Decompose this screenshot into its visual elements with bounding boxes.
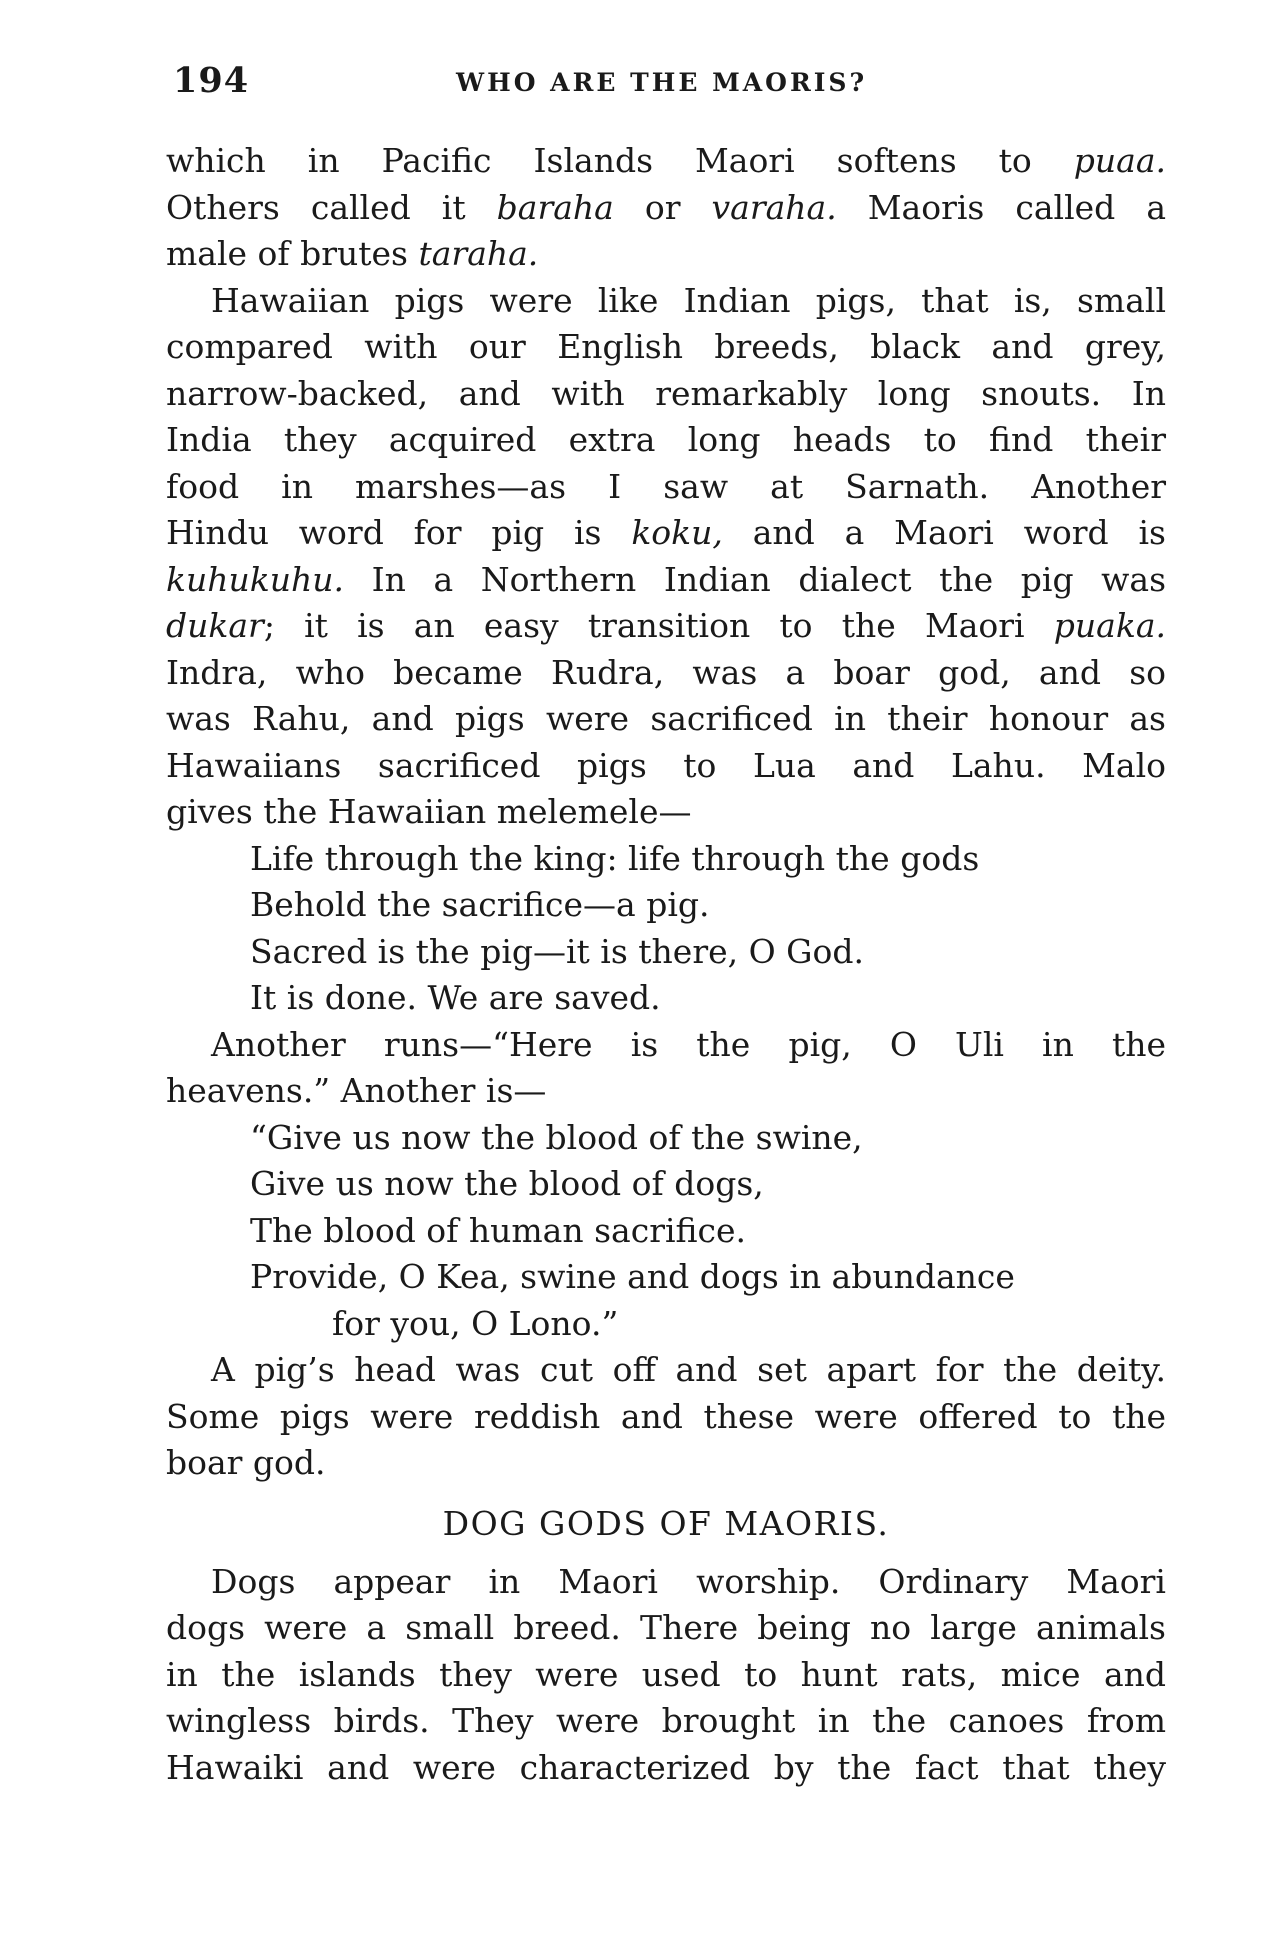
page-number: 194 xyxy=(173,60,250,101)
verse-line: “Give us now the blood of the swine, xyxy=(250,1117,863,1157)
verse-line: Sacred is the pig—it is there, O God. xyxy=(250,931,864,971)
text-line: Dogs appear in Maori worship. Ordinary Maori xyxy=(211,1561,1166,1601)
text-line: Hawaiian pigs were like Indian pigs, that is, small xyxy=(211,280,1166,320)
text-line: Hindu word for pig is koku, and a Maori word is xyxy=(166,513,1166,552)
text-line: male of brutes taraha. xyxy=(166,234,539,273)
section-heading: DOG GODS OF MAORIS. xyxy=(442,1503,890,1543)
text-line: Another runs—“Here is the pig, O Uli in the xyxy=(211,1024,1166,1064)
running-title: WHO ARE THE MAORIS? xyxy=(456,68,868,97)
verse-line: for you, O Lono.” xyxy=(332,1303,619,1343)
text-line: dogs were a small breed. There being no large animals xyxy=(166,1608,1166,1647)
verse-line: Behold the sacrifice—a pig. xyxy=(250,885,710,924)
text-line: boar god. xyxy=(166,1443,326,1482)
page-header xyxy=(173,54,1173,114)
verse-line: Give us now the blood of dogs, xyxy=(250,1164,764,1203)
text-line: narrow-backed, and with remarkably long snouts. In xyxy=(166,373,1166,413)
text-line: wingless birds. They were brought in the canoes from xyxy=(166,1701,1166,1740)
text-line: in the islands they were used to hunt rats, mice and xyxy=(166,1654,1166,1694)
text-line: Indra, who became Rudra, was a boar god, and so xyxy=(166,652,1166,692)
body-text xyxy=(166,138,1166,1791)
verse-line: It is done. We are saved. xyxy=(250,978,661,1017)
text-line: A pig’s head was cut off and set apart for the deity. xyxy=(211,1350,1166,1389)
text-line: gives the Hawaiian melemele— xyxy=(166,792,692,831)
text-line: which in Pacific Islands Maori softens to puaa. xyxy=(166,141,1166,180)
verse-line: Provide, O Kea, swine and dogs in abundance xyxy=(250,1257,1015,1296)
text-line: was Rahu, and pigs were sacrificed in their honour as xyxy=(166,699,1166,738)
verse-line: Life through the king: life through the gods xyxy=(250,838,980,878)
text-line: dukar; it is an easy transition to the Maori puaka. xyxy=(166,606,1166,645)
text-line: Some pigs were reddish and these were offered to the xyxy=(166,1396,1166,1436)
text-line: food in marshes—as I saw at Sarnath. Another xyxy=(166,466,1166,506)
verse-line: The blood of human sacrifice. xyxy=(250,1210,747,1250)
text-line: heavens.” Another is— xyxy=(166,1071,547,1110)
text-line: compared with our English breeds, black and grey, xyxy=(166,327,1166,366)
text-line: Hawaiians sacrificed pigs to Lua and Lahu. Malo xyxy=(166,745,1166,785)
text-line: kuhukuhu. In a Northern Indian dialect the pig was xyxy=(166,559,1166,599)
text-line: India they acquired extra long heads to find their xyxy=(166,420,1166,459)
text-line: Others called it baraha or varaha. Maoris called a xyxy=(166,187,1166,227)
text-line: Hawaiki and were characterized by the fact that they xyxy=(166,1747,1166,1787)
